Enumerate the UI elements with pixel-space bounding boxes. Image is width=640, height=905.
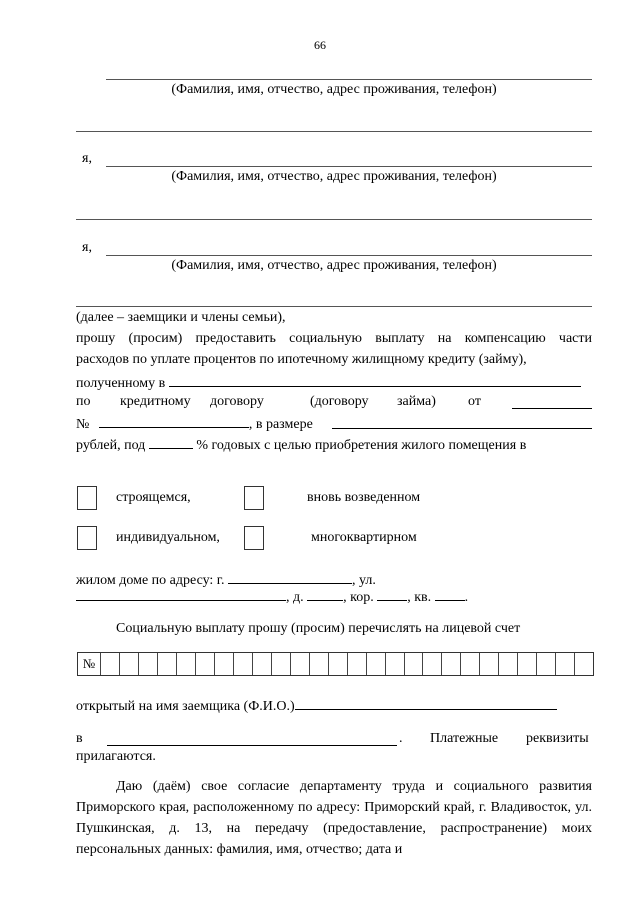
label-apartment: многоквартирном: [311, 530, 417, 545]
account-digit-cell[interactable]: [517, 653, 536, 675]
building-label: , д.: [286, 590, 304, 605]
account-digit-cell[interactable]: [271, 653, 290, 675]
consent-text: Даю (даём) свое согласие департаменту труда и социального развития Приморского края, расположенному по адресу: Приморский край, г. Владивосток, ул. Пушкинская, д. 13, на передачу (предоставление, распространение) моих персональных данных: фамилия, имя, отчество; дата и: [76, 779, 592, 857]
street-field[interactable]: [76, 587, 286, 601]
apartment-field[interactable]: [435, 587, 465, 601]
korpus-field[interactable]: [377, 587, 407, 601]
payment-request: Социальную выплату прошу (просим) перечислять на лицевой счет: [116, 621, 521, 636]
account-digit-cell[interactable]: [138, 653, 157, 675]
account-digit-cell[interactable]: [157, 653, 176, 675]
rubles-label: рублей, под: [76, 438, 146, 453]
account-digit-cell[interactable]: [479, 653, 498, 675]
bank-end: .: [399, 731, 403, 746]
request-line-1: прошу (просим) предоставить социальную выплату на компенсацию части: [76, 331, 592, 346]
checkbox-under-construction[interactable]: [77, 486, 97, 510]
account-digit-cell[interactable]: [100, 653, 119, 675]
caption-3: (Фамилия, имя, отчество, адрес проживания, телефон): [171, 258, 497, 273]
prefix-ya-3: я,: [82, 240, 92, 255]
percent-label: % годовых с целью приобретения жилого помещения в: [196, 438, 527, 453]
request-line-2: расходов по уплате процентов по ипотечному жилищному кредиту (займу),: [76, 352, 527, 367]
amount-field[interactable]: [332, 415, 592, 429]
label-newly-built: вновь возведенном: [307, 490, 421, 505]
account-digit-cell[interactable]: [404, 653, 423, 675]
applicant-name-line-1[interactable]: [106, 79, 592, 80]
account-digit-cell[interactable]: [252, 653, 271, 675]
house-label: жилом доме по адресу: г.: [76, 573, 225, 588]
attached-label: прилагаются.: [76, 749, 156, 764]
borrower-name-field[interactable]: [295, 696, 557, 710]
account-digit-cell[interactable]: [233, 653, 252, 675]
opened-label: открытый на имя заемщика (Ф.И.О.): [76, 699, 295, 714]
address-end: .: [464, 590, 469, 605]
applicant-extra-line-1[interactable]: [76, 131, 592, 132]
applicant-name-line-3[interactable]: [106, 255, 592, 256]
received-label: полученному в: [76, 376, 166, 391]
bank-in-label: в: [76, 731, 83, 746]
city-field[interactable]: [228, 570, 352, 584]
account-digit-cell[interactable]: [498, 653, 517, 675]
account-digit-cell[interactable]: [290, 653, 309, 675]
caption-2: (Фамилия, имя, отчество, адрес проживания, телефон): [171, 169, 497, 184]
bank-field[interactable]: [107, 732, 397, 746]
contract-date-field[interactable]: [512, 395, 592, 409]
contract-word-dogovoru: договору: [210, 394, 264, 409]
applicant-name-line-2[interactable]: [106, 166, 592, 167]
account-digit-cell[interactable]: [385, 653, 404, 675]
apartment-label: , кв.: [407, 590, 432, 605]
opened-row: [76, 696, 557, 715]
received-row: [76, 373, 581, 392]
account-digit-cell[interactable]: [422, 653, 441, 675]
caption-1: (Фамилия, имя, отчество, адрес проживания, телефон): [171, 82, 497, 97]
requisites-word-1: Платежные: [430, 731, 499, 746]
korpus-label: , кор.: [343, 590, 374, 605]
label-under-construction: строящемся,: [116, 490, 191, 505]
account-digit-cell[interactable]: [555, 653, 574, 675]
account-digit-cell[interactable]: [460, 653, 479, 675]
family-members-line: (далее – заемщики и члены семьи),: [76, 310, 286, 325]
account-digit-cell[interactable]: [195, 653, 214, 675]
account-digit-cell[interactable]: [309, 653, 328, 675]
account-digit-cell[interactable]: [328, 653, 347, 675]
address-row-2: [76, 587, 468, 606]
account-digit-cell[interactable]: [176, 653, 195, 675]
applicant-extra-line-2[interactable]: [76, 219, 592, 220]
account-digit-cell[interactable]: [366, 653, 385, 675]
percent-field[interactable]: [149, 435, 193, 449]
checkbox-newly-built[interactable]: [244, 486, 264, 510]
account-digit-cell[interactable]: [441, 653, 460, 675]
lender-field[interactable]: [169, 373, 581, 387]
account-digit-cell[interactable]: [574, 653, 593, 675]
amount-label: , в размере: [248, 417, 313, 432]
account-digit-cell[interactable]: [214, 653, 233, 675]
contract-word-dogovoru-paren: (договору: [310, 394, 369, 409]
prefix-ya-2: я,: [82, 151, 92, 166]
contract-word-credit: кредитному: [120, 394, 191, 409]
account-number-grid[interactable]: [77, 652, 594, 676]
account-digit-cell[interactable]: [347, 653, 366, 675]
account-digit-cell[interactable]: [536, 653, 555, 675]
checkbox-individual[interactable]: [77, 526, 97, 550]
label-individual: индивидуальном,: [116, 530, 220, 545]
account-digit-cell[interactable]: [119, 653, 138, 675]
checkbox-apartment[interactable]: [244, 526, 264, 550]
building-field[interactable]: [307, 587, 343, 601]
contract-number-field[interactable]: [99, 414, 249, 428]
contract-word-po: по: [76, 394, 91, 409]
requisites-word-2: реквизиты: [526, 731, 589, 746]
contract-number-row: [76, 414, 313, 433]
account-number-sign: №: [82, 656, 96, 671]
number-sign: №: [76, 417, 90, 432]
applicant-extra-line-3[interactable]: [76, 306, 592, 307]
page-number: 66: [314, 38, 326, 52]
contract-word-ot: от: [468, 394, 481, 409]
street-label: , ул.: [351, 573, 376, 588]
consent-paragraph: [76, 776, 592, 860]
contract-word-zaima: займа): [397, 394, 436, 409]
rubles-row: [76, 435, 526, 454]
